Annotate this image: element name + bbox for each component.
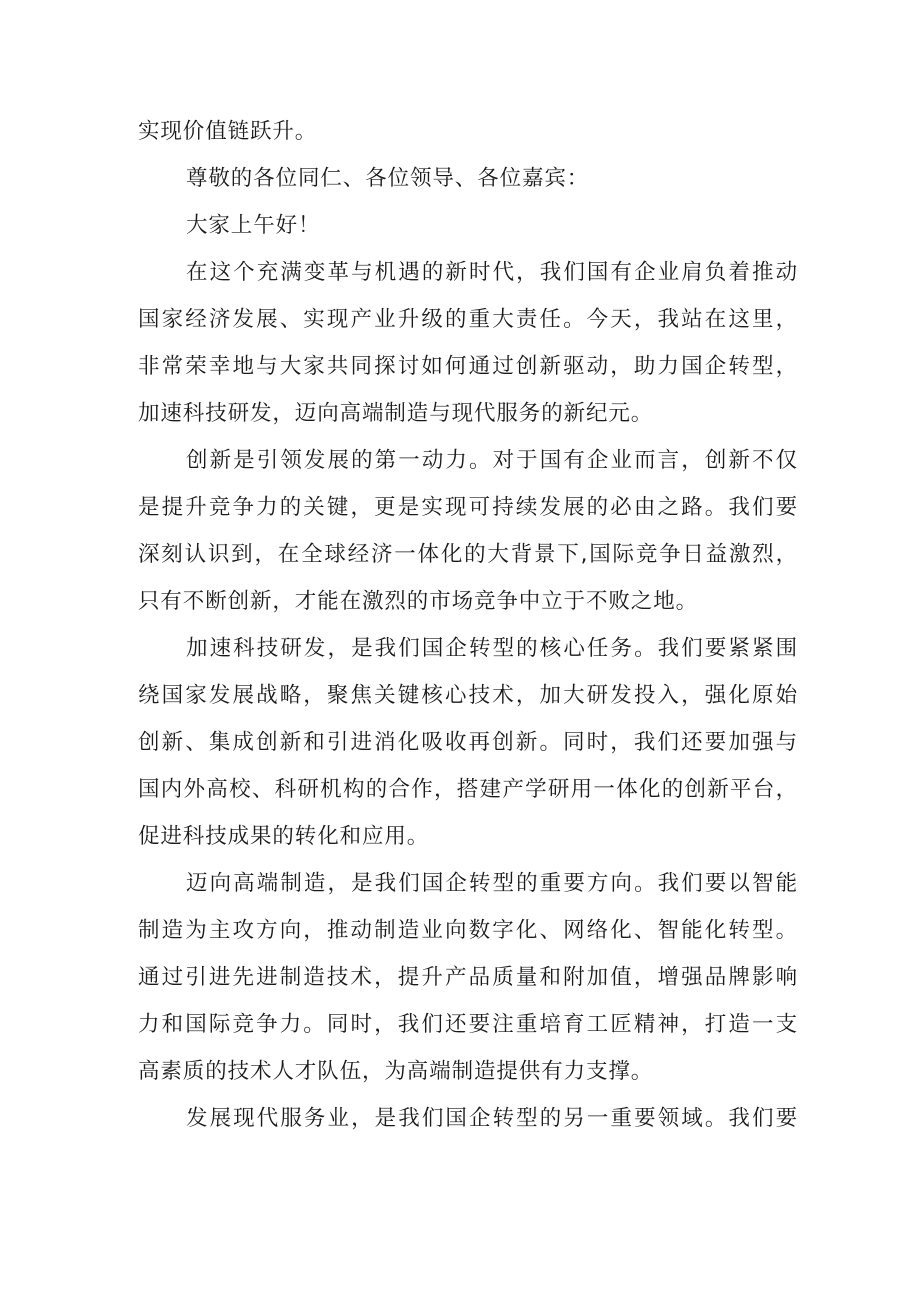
text-line: 创新是引领发展的第一动力。对于国有企业而言，创新不仅 bbox=[186, 448, 798, 473]
text-line: 加速科技研发，是我们国企转型的核心任务。我们要紧紧围 bbox=[186, 636, 798, 661]
text-line: 在这个充满变革与机遇的新时代，我们国有企业肩负着推动 bbox=[186, 260, 798, 285]
text-line: 创新、集成创新和引进消化吸收再创新。同时，我们还要加强与 bbox=[138, 730, 798, 755]
text-line: 大家上午好！ bbox=[186, 213, 321, 238]
text-line: 国内外高校、科研机构的合作，搭建产学研用一体化的创新平台， bbox=[138, 777, 798, 802]
text-line: 尊敬的各位同仁、各位领导、各位嘉宾： bbox=[186, 166, 590, 191]
text-line: 深刻认识到，在全球经济一体化的大背景下,国际竞争日益激烈， bbox=[138, 542, 798, 567]
text-line: 非常荣幸地与大家共同探讨如何通过创新驱动，助力国企转型， bbox=[138, 354, 798, 379]
text-line: 制造为主攻方向，推动制造业向数字化、网络化、智能化转型。 bbox=[138, 918, 798, 943]
text-line: 国家经济发展、实现产业升级的重大责任。今天，我站在这里， bbox=[138, 307, 798, 332]
document-body bbox=[138, 108, 798, 1142]
text-line: 加速科技研发，迈向高端制造与现代服务的新纪元。 bbox=[138, 401, 654, 426]
text-line: 只有不断创新，才能在激烈的市场竞争中立于不败之地。 bbox=[138, 589, 699, 614]
text-line: 力和国际竞争力。同时，我们还要注重培育工匠精神，打造一支 bbox=[138, 1012, 798, 1037]
text-line: 通过引进先进制造技术，提升产品质量和附加值，增强品牌影响 bbox=[138, 965, 798, 990]
text-line: 发展现代服务业，是我们国企转型的另一重要领域。我们要 bbox=[186, 1106, 798, 1131]
text-line: 实现价值链跃升。 bbox=[138, 119, 318, 144]
text-line: 是提升竞争力的关键，更是实现可持续发展的必由之路。我们要 bbox=[138, 495, 798, 520]
text-line: 促进科技成果的转化和应用。 bbox=[138, 824, 430, 849]
text-line: 绕国家发展战略，聚焦关键核心技术，加大研发投入，强化原始 bbox=[138, 683, 798, 708]
text-line: 迈向高端制造，是我们国企转型的重要方向。我们要以智能 bbox=[186, 871, 798, 896]
text-line: 高素质的技术人才队伍，为高端制造提供有力支撑。 bbox=[138, 1059, 654, 1084]
